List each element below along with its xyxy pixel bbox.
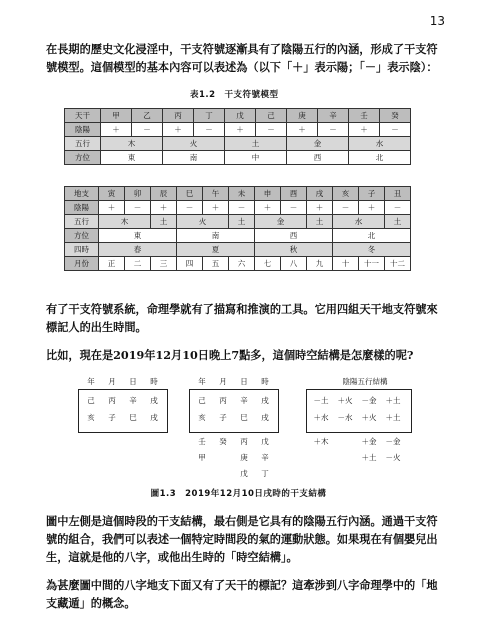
row-label: 五行 [65,215,99,229]
yinyang-element-cell: ＋火 [361,413,377,422]
text-span: 的工具。它用四組天干地支符號來標記人的出生時間。 [46,302,438,334]
yinyang-cell: － [125,201,151,215]
yinyang-cell: － [380,123,411,137]
direction-cell: 西 [255,229,333,243]
yinyang-element-cell: ＋土 [385,413,401,422]
direction-cell: 東 [101,151,163,165]
hidden-stem-cell: 壬 [198,437,206,446]
text-span: 」。 [280,550,298,564]
col-header-day: 日 [129,377,137,386]
branch-cell: 未 [229,187,255,201]
hidden-stem-cell: 戊 [240,469,248,478]
wuxing-cell: 土 [229,215,255,229]
stem-cell: 癸 [380,109,411,123]
yinyang-cell: ＋ [203,201,229,215]
yinyang-cell: ＋ [287,123,318,137]
figure-caption: 圖1.3 2019年12月10日戌時的干支結構 [150,489,327,499]
yinyang-structure-title: 陰陽五行結構 [342,377,388,386]
table-caption: 表1.2 干支符號模型 [190,90,279,100]
col-header-day: 日 [240,377,248,386]
wuxing-cell: 木 [99,215,151,229]
branch-cell: 寅 [99,187,125,201]
col-header-year: 年 [198,377,206,386]
pillar-cell: 辛 [129,396,137,405]
yinyang-element-cell: －火 [385,453,401,462]
direction-cell: 西 [287,151,349,165]
branch-cell: 丑 [385,187,411,201]
row-label: 陰陽 [65,201,99,215]
direction-cell: 北 [349,151,411,165]
wuxing-cell: 土 [151,215,177,229]
row-label: 五行 [65,137,101,151]
yinyang-cell: － [229,201,255,215]
yinyang-element-cell: ＋水 [313,413,329,422]
wuxing-cell: 火 [177,215,229,229]
highlight-describe: 描寫 [213,302,237,316]
yinyang-cell: － [281,201,307,215]
stem-cell: 戊 [225,109,256,123]
yinyang-element-cell: ＋火 [337,396,353,405]
pillar-cell: 丙 [108,396,116,405]
wuxing-cell: 土 [307,215,333,229]
row-label: 月份 [65,257,99,271]
wuxing-cell: 土 [225,137,287,151]
branch-cell: 戌 [307,187,333,201]
season-cell: 夏 [177,243,255,257]
yinyang-element-cell: －金 [361,396,377,405]
row-label: 四時 [65,243,99,257]
pillar-cell: 丙 [219,396,227,405]
col-header-month: 月 [108,377,116,386]
pillar-cell: 巳 [129,413,137,422]
yinyang-cell: ＋ [255,201,281,215]
branch-cell: 子 [359,187,385,201]
month-cell: 四 [177,257,203,271]
yinyang-element-cell: ＋土 [385,396,401,405]
yinyang-element-cell: ＋木 [313,437,329,446]
season-cell: 春 [99,243,177,257]
month-cell: 五 [203,257,229,271]
wuxing-cell: 水 [349,137,411,151]
pillar-cell: 戌 [261,413,269,422]
pillar-cell: 子 [108,413,116,422]
yinyang-element-cell: －土 [313,396,329,405]
pillar-cell: 巳 [240,413,248,422]
month-cell: 九 [307,257,333,271]
month-cell: 六 [229,257,255,271]
pillar-cell: 亥 [87,413,95,422]
branch-cell: 午 [203,187,229,201]
yinyang-cell: － [385,201,411,215]
yinyang-cell: － [256,123,287,137]
pillar-cell: 子 [219,413,227,422]
yinyang-element-cell: ＋土 [361,453,377,462]
stem-cell: 甲 [101,109,132,123]
wuxing-cell: 金 [255,215,307,229]
season-cell: 秋 [255,243,333,257]
page-number: 13 [429,14,445,28]
stems-header-label: 天干 [65,109,101,123]
pillar-cell: 辛 [240,396,248,405]
pillar-cell: 己 [87,396,95,405]
month-cell: 十二 [385,257,411,271]
branch-cell: 辰 [151,187,177,201]
yinyang-element-cell: －水 [337,413,353,422]
hidden-stem-cell: 戊 [261,437,269,446]
pillar-cell: 亥 [198,413,206,422]
paragraph-intro: 在長期的歷史文化浸淫中，干支符號逐漸具有了陰陽五行的內涵，形成了干支符號模型。這個模型的基本內容可以表述為（以下「＋」表示陽；「－」表示陰）： [46,42,438,74]
stem-cell: 丁 [194,109,225,123]
highlight-spacetime-structure: 時空結構 [236,550,281,564]
col-header-month: 月 [219,377,227,386]
row-label: 方位 [65,151,101,165]
col-header-year: 年 [87,377,95,386]
pillar-cell: 戌 [150,396,158,405]
direction-cell: 南 [177,229,255,243]
yinyang-cell: ＋ [151,201,177,215]
hidden-stem-cell: 丙 [240,437,248,446]
branch-cell: 申 [255,187,281,201]
hidden-stem-cell: 辛 [261,453,269,462]
text-span: 有了干支符號系統，命理學就有了 [46,302,214,316]
pillar-cell: 戌 [150,413,158,422]
hidden-stem-cell: 癸 [219,437,227,446]
text-span: 圖中左側是這個時段的干支結構，最右側是它具有的陰陽五行內涵。通過干支符號的組合，我們可以表述一個特定時間段的氣的運動狀態。如果現在有個嬰兒出生，這就是他的八字，或他出生時的「 [46,514,438,564]
direction-cell: 東 [99,229,177,243]
paragraph-example: 比如，現在是2019年12月10日晚上7點多，這個時空結構是怎麼樣的呢? [46,348,414,362]
direction-cell: 北 [333,229,411,243]
branch-cell: 卯 [125,187,151,201]
yinyang-cell: ＋ [349,123,380,137]
yinyang-cell: ＋ [225,123,256,137]
stem-cell: 辛 [318,109,349,123]
hidden-stem-cell: 丁 [261,469,269,478]
direction-cell: 南 [163,151,225,165]
direction-cell: 中 [225,151,287,165]
yinyang-cell: ＋ [307,201,333,215]
yinyang-element-cell: ＋金 [361,437,377,446]
highlight-deduce: 推演 [247,302,270,316]
text-span: 和 [236,302,248,316]
stem-cell: 壬 [349,109,380,123]
pillar-cell: 己 [198,396,206,405]
month-cell: 七 [255,257,281,271]
stem-cell: 己 [256,109,287,123]
month-cell: 十 [333,257,359,271]
stem-cell: 乙 [132,109,163,123]
hidden-stem-cell: 庚 [240,453,248,462]
yinyang-cell: － [177,201,203,215]
wuxing-cell: 木 [101,137,163,151]
yinyang-cell: ＋ [359,201,385,215]
wuxing-cell: 金 [287,137,349,151]
wuxing-cell: 土 [385,215,411,229]
branch-cell: 亥 [333,187,359,201]
month-cell: 十一 [359,257,385,271]
branches-header-label: 地支 [65,187,99,201]
yinyang-cell: ＋ [101,123,132,137]
wuxing-cell: 水 [333,215,385,229]
row-label: 方位 [65,229,99,243]
month-cell: 二 [125,257,151,271]
paragraph-explanation [46,512,442,566]
season-cell: 冬 [333,243,411,257]
yinyang-cell: － [333,201,359,215]
paragraph-hidden-stems: 為甚麼圖中間的八字地支下面又有了天干的標記？這牽涉到八字命理學中的「地支藏遁」的概念。 [46,578,438,610]
branch-cell: 巳 [177,187,203,201]
stem-cell: 丙 [163,109,194,123]
branch-cell: 酉 [281,187,307,201]
hidden-stem-cell: 甲 [198,453,206,462]
month-cell: 正 [99,257,125,271]
month-cell: 八 [281,257,307,271]
yinyang-cell: － [194,123,225,137]
row-label: 陰陽 [65,123,101,137]
yinyang-cell: ＋ [99,201,125,215]
month-cell: 三 [151,257,177,271]
pillar-cell: 戌 [261,396,269,405]
col-header-hour: 時 [261,377,269,386]
yinyang-element-cell: －金 [385,437,401,446]
col-header-hour: 時 [150,377,158,386]
stem-cell: 庚 [287,109,318,123]
yinyang-cell: － [318,123,349,137]
yinyang-cell: ＋ [163,123,194,137]
yinyang-cell: － [132,123,163,137]
wuxing-cell: 火 [163,137,225,151]
